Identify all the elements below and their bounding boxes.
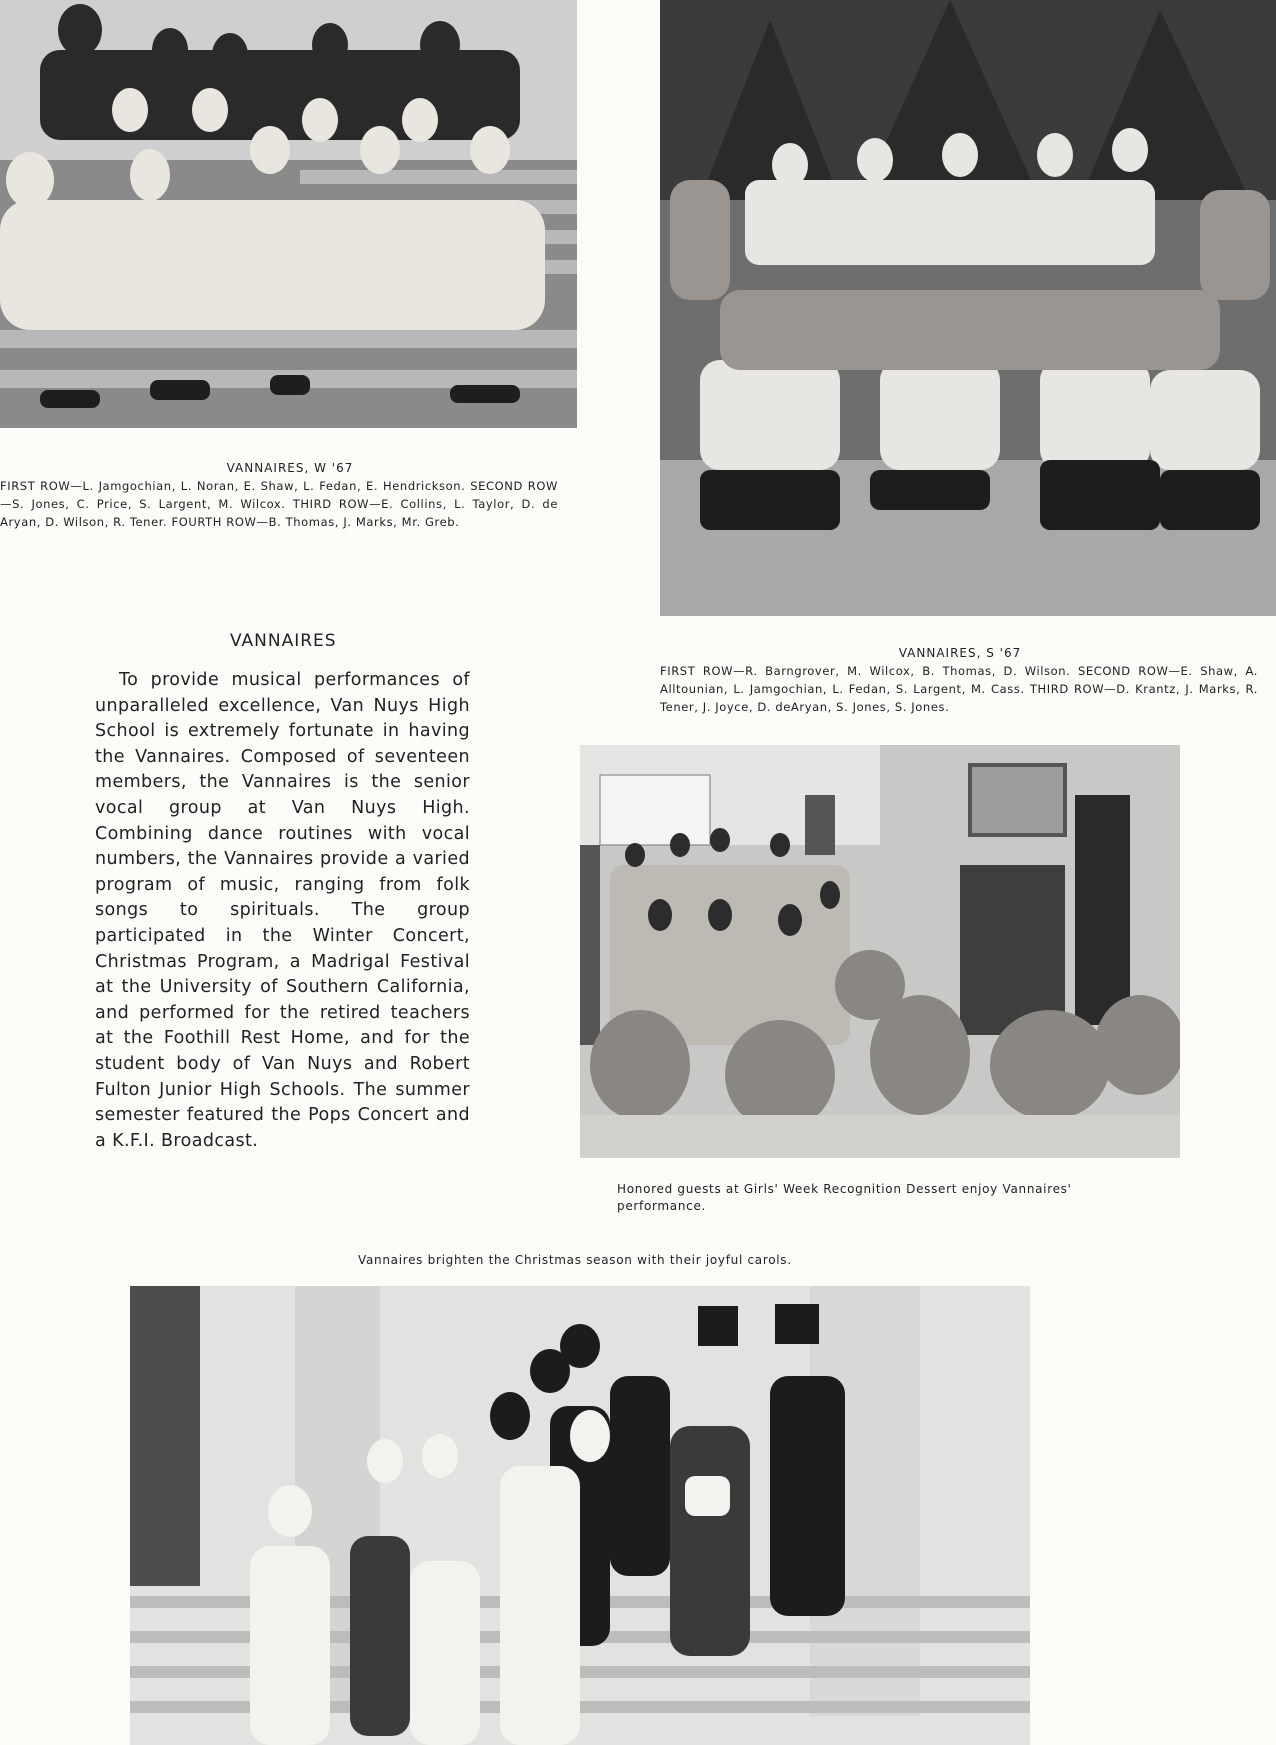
article-body: To provide musical performances of unparalleled excellence, Van Nuys High School is extremely fortunate in having the Vannaires. Composed of seventeen members, the Vannaires is the senior vocal group at Van Nuys High. Combining dance routines with vocal numbers, the Vannaires provide a varied program of music, ranging from folk songs to spirituals. The group participated in the Winter Concert, Christmas Program, a Madrigal Festival at the University of Southern California, and performed for the retired teachers at the Foothill Rest Home, and for the student body of Van Nuys and Robert Fulton Junior High Schools. The summer semester featured the Pops Concert and a K.F.I. Broadcast. xyxy=(95,670,470,1151)
dessert-photo-caption: Honored guests at Girls' Week Recognition Dessert enjoy Vannaires' performance. xyxy=(617,1182,1072,1213)
performance-photo-indoor-icon xyxy=(580,745,1180,1158)
christmas-carolers-photo xyxy=(130,1286,1030,1745)
dessert-performance-photo xyxy=(580,745,1180,1158)
summer-photo-caption: FIRST ROW—R. Barngrover, M. Wilcox, B. Thomas, D. Wilson. SECOND ROW—E. Shaw, A. Alltounian, L. Jamgochian, L. Fedan, S. Largent, M. Cass. THIRD ROW—D. Krantz, J. Marks, R. Tener, J. Joyce, D. deAryan, S. Jones, S. Jones. xyxy=(660,664,1258,714)
group-photo-steps-icon xyxy=(0,0,577,428)
winter-photo-title: VANNAIRES, W '67 xyxy=(226,461,354,475)
winter-group-photo xyxy=(0,0,577,428)
costumed-carolers-photo-icon xyxy=(130,1286,1030,1745)
article-heading: VANNAIRES xyxy=(230,631,337,651)
summer-group-photo xyxy=(660,0,1276,616)
summer-photo-title: VANNAIRES, S '67 xyxy=(898,646,1022,660)
group-photo-outdoor-icon xyxy=(660,0,1276,616)
winter-photo-caption: FIRST ROW—L. Jamgochian, L. Noran, E. Shaw, L. Fedan, E. Hendrickson. SECOND ROW—S. Jones, C. Price, S. Largent, M. Wilcox. THIRD ROW—E. Collins, L. Taylor, D. de Aryan, D. Wilson, R. Tener. FOURTH ROW—B. Thomas, J. Marks, Mr. Greb. xyxy=(0,479,558,529)
christmas-photo-caption: Vannaires brighten the Christmas season with their joyful carols. xyxy=(358,1253,792,1267)
